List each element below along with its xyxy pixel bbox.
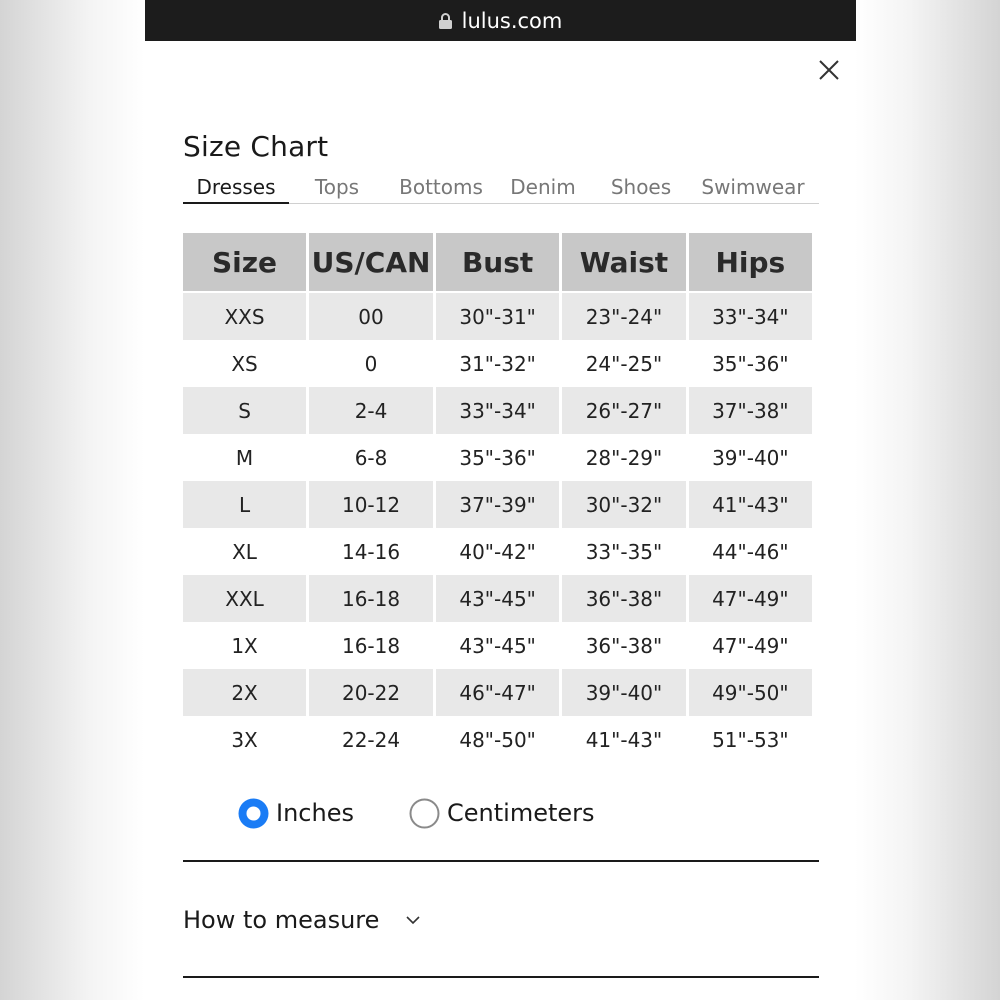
table-cell: 24"-25"	[585, 351, 663, 376]
table-cell: 37"-38"	[689, 387, 812, 434]
table-cell: 2-4	[309, 387, 433, 434]
table-cell: 30"-32"	[562, 481, 685, 528]
table-cell: 23"-24"	[562, 293, 685, 340]
tab-bottoms[interactable]: Bottoms	[399, 175, 483, 199]
table-cell: 39"-40"	[562, 669, 685, 716]
radio-selected-icon[interactable]	[238, 798, 269, 829]
table-cell: XS	[231, 351, 258, 376]
table-cell: 36"-38"	[585, 633, 663, 658]
tab-swimwear[interactable]: Swimwear	[701, 175, 805, 199]
table-row	[183, 716, 812, 763]
table-cell: 40"-42"	[459, 539, 536, 564]
table-cell: S	[183, 387, 306, 434]
tab-dresses[interactable]: Dresses	[183, 170, 289, 204]
table-cell: M	[235, 445, 254, 470]
chevron-down-icon	[405, 915, 421, 925]
column-header: Waist	[562, 233, 685, 293]
table-cell: 51"-53"	[712, 727, 789, 752]
table-cell: 36"-38"	[562, 575, 685, 622]
table-cell: 47"-49"	[689, 575, 812, 622]
table-cell: 48"-50"	[459, 727, 536, 752]
table-cell: 28"-29"	[585, 445, 663, 470]
lock-icon	[439, 13, 452, 29]
table-cell: 16-18	[309, 575, 433, 622]
table-cell: L	[183, 481, 306, 528]
column-header: Hips	[689, 233, 812, 293]
table-row	[183, 528, 812, 575]
table-cell: 39"-40"	[712, 445, 789, 470]
table-cell: 49"-50"	[689, 669, 812, 716]
tab-tops[interactable]: Tops	[314, 175, 360, 199]
table-cell: 20-22	[309, 669, 433, 716]
size-chart-table	[180, 233, 815, 763]
table-cell: 14-16	[341, 539, 401, 564]
table-row	[183, 434, 812, 481]
table-row	[183, 575, 812, 622]
table-row	[183, 340, 812, 387]
column-header: Bust	[436, 233, 559, 293]
table-cell: 35"-36"	[459, 445, 536, 470]
unit-selector	[238, 793, 738, 833]
table-cell: 37"-39"	[436, 481, 559, 528]
table-cell: 10-12	[309, 481, 433, 528]
how-to-measure-label: How to measure	[183, 906, 380, 934]
table-row	[183, 293, 812, 340]
table-cell: 33"-35"	[585, 539, 663, 564]
table-cell: 33"-34"	[436, 387, 559, 434]
phone-screen	[145, 0, 856, 1000]
table-cell: 16-18	[341, 633, 401, 658]
table-cell: 31"-32"	[459, 351, 536, 376]
table-cell: XXL	[183, 575, 306, 622]
table-cell: 6-8	[354, 445, 388, 470]
unit-label-centimeters: Centimeters	[447, 799, 595, 827]
unit-label-inches: Inches	[276, 799, 354, 827]
table-cell: XL	[232, 539, 257, 564]
browser-url-bar[interactable]	[145, 0, 856, 41]
table-cell: 22-24	[341, 727, 401, 752]
size-category-tabs	[183, 170, 819, 204]
tab-denim[interactable]: Denim	[510, 175, 576, 199]
table-cell: 41"-43"	[585, 727, 663, 752]
close-icon[interactable]	[815, 56, 843, 84]
table-cell: 43"-45"	[459, 633, 536, 658]
tab-shoes[interactable]: Shoes	[610, 175, 672, 199]
table-cell: 41"-43"	[689, 481, 812, 528]
table-header-row	[183, 233, 812, 293]
table-cell: 00	[309, 293, 433, 340]
table-cell: 43"-45"	[436, 575, 559, 622]
unit-option-centimeters[interactable]	[409, 793, 595, 833]
column-header: US/CAN	[309, 233, 433, 293]
unit-option-inches[interactable]	[238, 793, 354, 833]
table-cell: 3X	[231, 727, 258, 752]
table-cell: 1X	[231, 633, 258, 658]
radio-unselected-icon[interactable]	[409, 798, 440, 829]
table-row	[183, 622, 812, 669]
table-row	[183, 481, 812, 528]
table-cell: 47"-49"	[712, 633, 789, 658]
divider	[183, 976, 819, 978]
url-text: lulus.com	[461, 8, 563, 33]
table-cell: 44"-46"	[712, 539, 789, 564]
table-row	[183, 387, 812, 434]
table-cell: 30"-31"	[436, 293, 559, 340]
modal-title: Size Chart	[183, 130, 329, 163]
table-cell: 0	[364, 351, 378, 376]
table-cell: XXS	[183, 293, 306, 340]
column-header: Size	[183, 233, 306, 293]
table-cell: 2X	[183, 669, 306, 716]
table-cell: 46"-47"	[436, 669, 559, 716]
table-cell: 33"-34"	[689, 293, 812, 340]
table-cell: 26"-27"	[562, 387, 685, 434]
table-cell: 35"-36"	[712, 351, 789, 376]
divider	[183, 860, 819, 862]
table-row	[183, 669, 812, 716]
how-to-measure-toggle[interactable]	[183, 900, 421, 940]
